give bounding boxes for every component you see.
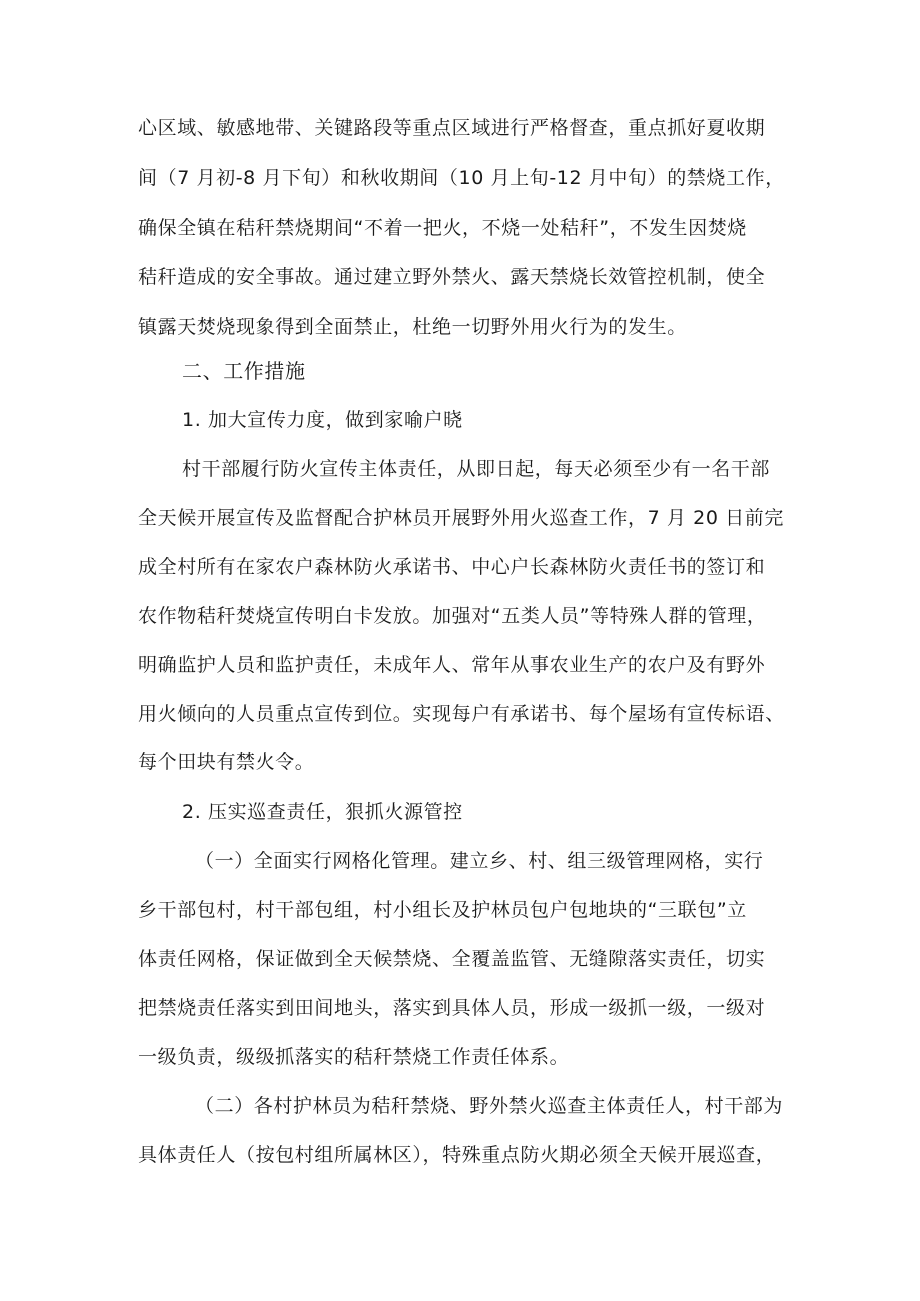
paragraph-line: 秸秆造成的安全事故。通过建立野外禁火、露天禁烧长效管控机制，使全 [138,266,766,288]
paragraph-line: 明确监护人员和监护责任，未成年人、常年从事农业生产的农户及有野外 [138,654,766,676]
paragraph-line: 用火倾向的人员重点宣传到位。实现每户有承诺书、每个屋场有宣传标语、 [138,703,785,725]
paragraph-line: 间（7 月初-8 月下旬）和秋收期间（10 月上旬-12 月中旬）的禁烧工作， [138,167,785,189]
paragraph-line: 一级负责，级级抓落实的秸秆禁烧工作责任体系。 [138,1046,570,1068]
paragraph-line: 镇露天焚烧现象得到全面禁止，杜绝一切野外用火行为的发生。 [138,316,687,338]
paragraph-line: （二）各村护林员为秸秆禁烧、野外禁火巡查主体责任人，村干部为 [195,1095,784,1117]
section-heading: 二、工作措施 [182,359,306,383]
subsection-heading: 2. 压实巡查责任，狠抓火源管控 [182,801,463,823]
paragraph-line: 村干部履行防火宣传主体责任，从即日起，每天必须至少有一名干部 [182,458,771,480]
paragraph-line: 确保全镇在秸秆禁烧期间“不着一把火，不烧一处秸秆”，不发生因焚烧 [138,217,747,239]
paragraph-line: 心区域、敏感地带、关键路段等重点区域进行严格督查，重点抓好夏收期 [138,117,766,139]
paragraph-line: 体责任网格，保证做到全天候禁烧、全覆盖监管、无缝隙落实责任，切实 [138,948,766,970]
paragraph-line: 把禁烧责任落实到田间地头，落实到具体人员，形成一级抓一级，一级对 [138,997,766,1019]
paragraph-line: 具体责任人（按包村组所属林区），特殊重点防火期必须全天候开展巡查， [138,1144,776,1166]
paragraph-line: 每个田块有禁火令。 [138,751,315,773]
paragraph-line: 农作物秸秆焚烧宣传明白卡发放。加强对“五类人员”等特殊人群的管理， [138,605,767,627]
paragraph-line: 成全村所有在家农户森林防火承诺书、中心户长森林防火责任书的签订和 [138,556,766,578]
paragraph-line: （一）全面实行网格化管理。建立乡、村、组三级管理网格，实行 [195,850,764,872]
paragraph-line: 乡干部包村，村干部包组，村小组长及护林员包户包地块的“三联包”立 [138,899,747,921]
subsection-heading: 1. 加大宣传力度，做到家喻户晓 [182,409,463,431]
paragraph-line: 全天候开展宣传及监督配合护林员开展野外用火巡查工作，7 月 20 日前完 [138,507,784,529]
